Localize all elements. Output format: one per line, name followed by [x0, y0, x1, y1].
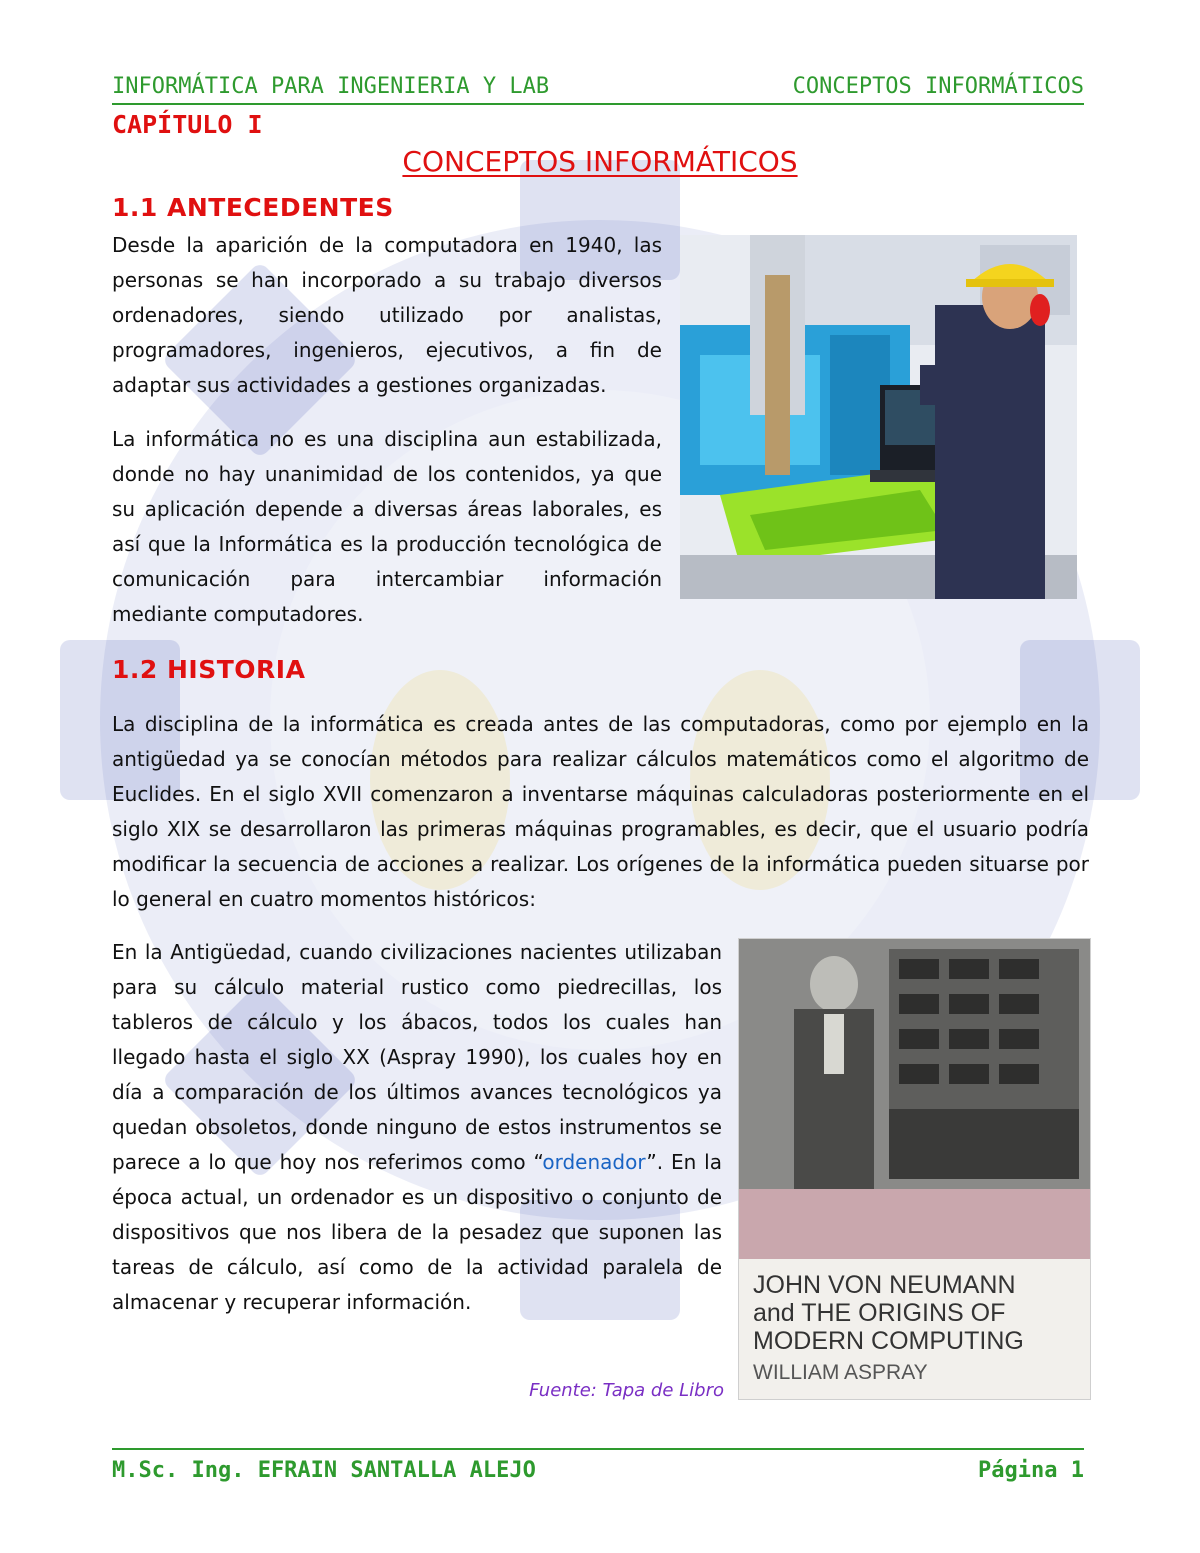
engineer-laptop-photo	[680, 235, 1077, 599]
paragraph-historia-1: La disciplina de la informática es creada antes de las computadoras, como por ejemplo en la antigüedad ya se conocían métodos para realizar cálculos matemáticos como el algoritmo de Euclides. En el siglo XVII comenzaron a inventarse máquinas calculadoras posteriormente en el siglo XIX se desarrollaron las primeras máquinas programables, es decir, que el usuario podría modificar la secuencia de acciones a realizar. Los orígenes de la informática pueden situarse por lo general en cuatro momentos históricos:	[112, 712, 1089, 911]
paragraph-antecedentes-2: La informática no es una disciplina aun estabilizada, donde no hay unanimidad de los contenidos, ya que su aplicación depende a diversas áreas laborales, es así que la Informática es la producción tecnológica de comunicación para intercambiar información mediante computadores.	[112, 427, 662, 626]
book-cover-photo	[739, 939, 1090, 1399]
section-heading-historia: 1.2 HISTORIA	[112, 655, 306, 684]
book-title-line-3: MODERN COMPUTING	[753, 1327, 1024, 1355]
engineer-photo-illustration	[680, 235, 1077, 599]
chapter-label: CAPÍTULO I	[112, 110, 263, 139]
book-cover-image	[738, 938, 1091, 1400]
footer-divider	[112, 1448, 1084, 1450]
header-divider	[112, 103, 1084, 105]
paragraph-antecedentes-1: Desde la aparición de la computadora en 1940, las personas se han incorporado a su trabajo diversos ordenadores, siendo utilizado por analistas, programadores, ingenieros, ejecutivos, a fin de adaptar sus actividades a gestiones organizadas.	[112, 233, 662, 397]
paragraph-historia-2-part-1: En la Antigüedad, cuando civilizaciones nacientes utilizaban para su cálculo material rustico como piedrecillas, los tableros de cálculo y los ábacos, todos los cuales han llegado hasta el siglo XX (Aspray 1990), los cuales hoy en día a comparación de los últimos avances tecnológicos ya quedan obsoletos, donde ninguno de estos instrumentos se parece a lo que hoy nos referimos como “	[112, 940, 722, 1174]
paragraph-historia-2	[112, 935, 722, 1320]
header-right-text: CONCEPTOS INFORMÁTICOS	[792, 74, 1084, 99]
section-heading-antecedentes: 1.1 ANTECEDENTES	[112, 193, 394, 222]
footer-page-number: Página 1	[978, 1458, 1084, 1483]
paragraph-historia-2-part-2: ”. En la época actual, un ordenador es un dispositivo o conjunto de dispositivos que nos libera de la pesadez que suponen las tareas de cálculo, así como de la actividad paralela de almacenar y recuperar información.	[112, 1150, 722, 1314]
page-title: CONCEPTOS INFORMÁTICOS	[402, 145, 798, 178]
ordenador-link[interactable]: ordenador	[542, 1150, 647, 1174]
book-author: WILLIAM ASPRAY	[753, 1361, 928, 1384]
header-left-text: INFORMÁTICA PARA INGENIERIA Y LAB	[112, 74, 550, 99]
book-title-line-2: and THE ORIGINS OF	[753, 1299, 1006, 1327]
book-image-caption: Fuente: Tapa de Libro	[529, 1380, 724, 1401]
footer-author: M.Sc. Ing. EFRAIN SANTALLA ALEJO	[112, 1458, 536, 1483]
book-title-line-1: JOHN VON NEUMANN	[753, 1271, 1016, 1299]
